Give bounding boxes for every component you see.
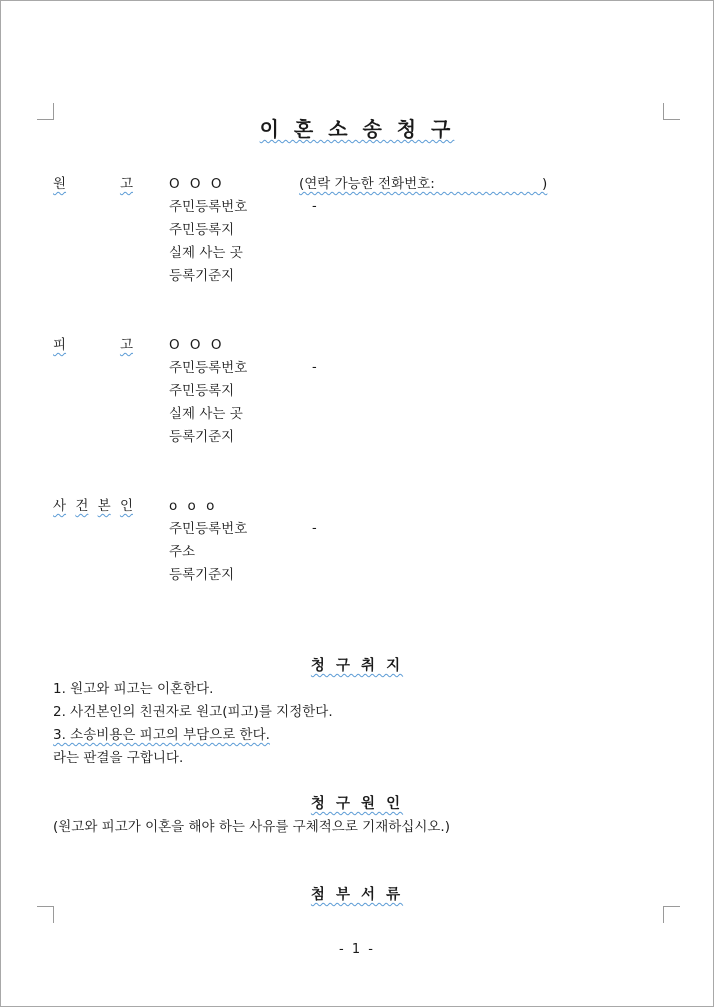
plaintiff-field-actual-residence: 실제 사는 곳 (169, 245, 243, 261)
document-title-text: 이 혼 소 송 청 구 (259, 117, 455, 141)
plaintiff-label (53, 175, 133, 193)
claim-purpose-item-3: 3. 소송비용은 피고의 부담으로 한다. (53, 727, 270, 743)
attachments-heading (1, 886, 713, 904)
principal-label-char: 인 (119, 498, 133, 514)
defendant-name: O O O (169, 337, 225, 353)
crop-mark-bottom-left (37, 906, 54, 923)
principal-field-registration-base: 등록기준지 (169, 567, 235, 583)
plaintiff-field-registration-base: 등록기준지 (169, 268, 235, 284)
crop-mark-bottom-right (663, 906, 680, 923)
page-number: - 1 - (339, 942, 375, 957)
plaintiff-label-char: 원 (53, 176, 67, 192)
defendant-label-char: 고 (119, 337, 133, 353)
plaintiff-resident-number-dash: - (312, 199, 317, 214)
plaintiff-label-char: 고 (119, 176, 133, 192)
defendant-resident-number-dash: - (312, 360, 317, 375)
principal-field-address: 주소 (169, 544, 196, 560)
claim-purpose-closing: 라는 판결을 구합니다. (53, 750, 184, 766)
claim-purpose-item-1: 1. 원고와 피고는 이혼한다. (53, 681, 214, 697)
defendant-field-registered-address: 주민등록지 (169, 383, 235, 399)
claim-purpose-heading-text: 청 구 취 지 (310, 658, 404, 674)
principal-label-char: 건 (75, 498, 89, 514)
plaintiff-name: O O O (169, 176, 225, 192)
defendant-field-registration-base: 등록기준지 (169, 429, 235, 445)
principal-name: o o o (169, 498, 218, 514)
defendant-label (53, 336, 133, 354)
defendant-label-char: 피 (53, 337, 67, 353)
claim-cause-heading (1, 795, 713, 813)
defendant-field-resident-number: 주민등록번호 (169, 360, 248, 376)
defendant-field-actual-residence: 실제 사는 곳 (169, 406, 243, 422)
plaintiff-contact: (연락 가능한 전화번호: ) (299, 176, 548, 192)
plaintiff-field-resident-number: 주민등록번호 (169, 199, 248, 215)
claim-purpose-heading (1, 657, 713, 675)
claim-purpose-item-2: 2. 사건본인의 친권자로 원고(피고)를 지정한다. (53, 704, 333, 720)
claim-cause-instruction: (원고와 피고가 이혼을 해야 하는 사유를 구체적으로 기재하십시오.) (53, 819, 450, 835)
principal-label-char: 본 (97, 498, 111, 514)
principal-label-char: 사 (53, 498, 67, 514)
principal-field-resident-number: 주민등록번호 (169, 521, 248, 537)
claim-cause-heading-text: 청 구 원 인 (310, 796, 404, 812)
attachments-heading-text: 첨 부 서 류 (310, 887, 404, 903)
document-title (1, 117, 713, 141)
principal-label (53, 497, 133, 515)
principal-resident-number-dash: - (312, 521, 317, 536)
plaintiff-field-registered-address: 주민등록지 (169, 222, 235, 238)
